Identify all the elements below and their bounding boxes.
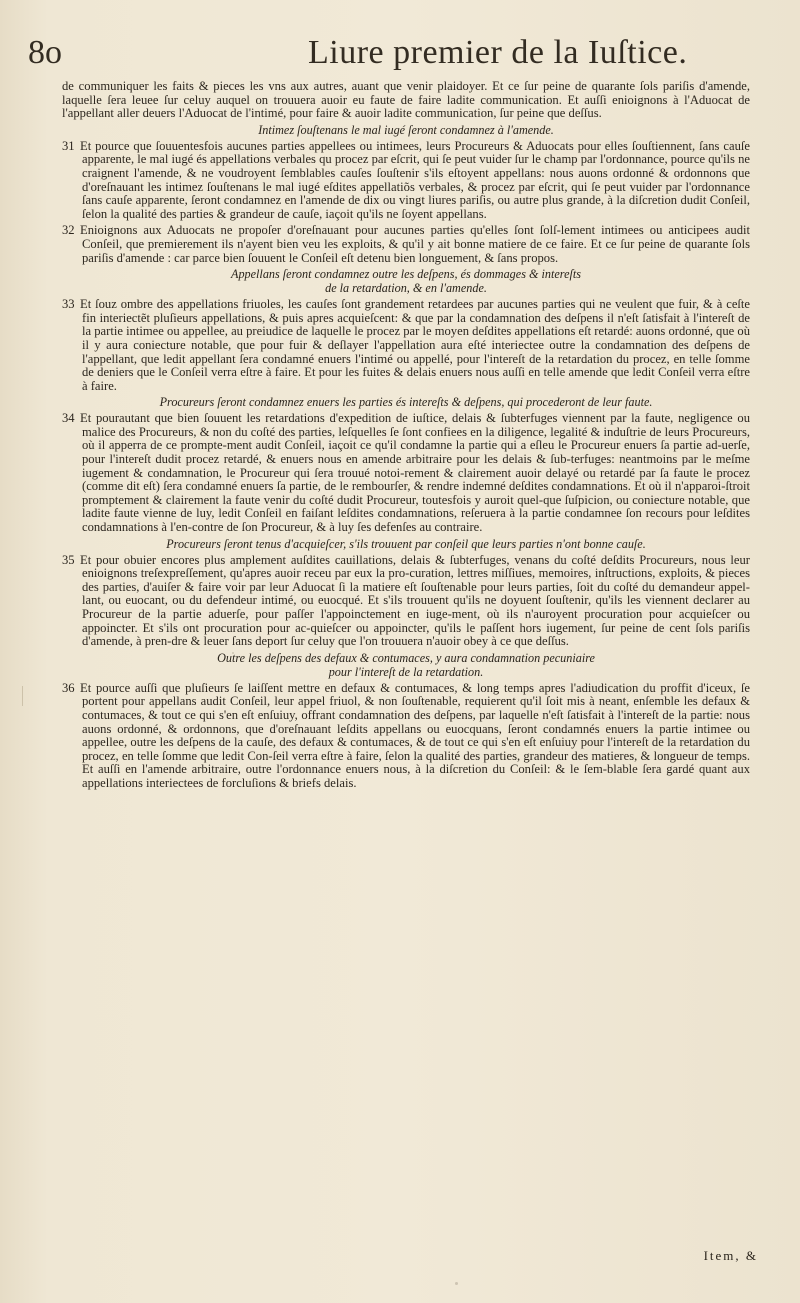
rubric-heading: Procureurs ſeront tenus d'acquieſcer, s'ils trouuent par conſeil que leurs parties n'ont bonne cauſe. (166, 536, 646, 551)
rubric-heading (62, 267, 750, 295)
article-text: Enioignons aux Aduocats ne propoſer d'oreſnauant pour aucunes parties qu'elles ſont ſolſ-lement intimees ou anticipees audit Conſeil, que premierement ils n'ayent bien veu les exploits, & qu'il y ait bonne matiere de ce faire. Et ce ſur peine de quarante ſols pariſis d'amende : car parce bien ſouuent le Conſeil eſt detenu bien longuement, & ſans propos. (80, 223, 750, 265)
rubric-heading: Intimez ſouſtenans le mal iugé ſeront condamnez à l'amende. (258, 122, 554, 137)
article-text: Et pour obuier encores plus amplement auſdites cauillations, delais & ſubterfuges, venans du coſté deſdits Procureurs, nous leur enioignons treſexpreſſement, qu'apres auoir receu par eux la pro-curation, lettres miſſiues, memoires, inſtructions, exploits, & pieces des parties, d'auiſer & faire voir par leur Aduocat ſi la matiere eſt ſouſtenable pour leurs parties, ſoit du coſté du demandeur appel-lant, ou euocant, ou du defendeur intimé, ou euocqué. Et s'ils trouuent qu'ils ne doyuent ſouſtenir, qu'ils les viennent declarer au Procureur de la partie aduerſe, pour paſſer l'appoinctement en iuge-ment, où ils n'auroyent procuration pour acquieſcer ou appoincter. Et s'ils ont procuration pour ac-quieſcer ou appoincter, qu'ils le paſſent hors iugement, ſur peine de cent ſols pariſis d'amende, à pren-dre & leuer ſans deport ſur celuy que l'on trouuera n'auoir obey à ce que deſſus. (80, 552, 750, 649)
body-text (62, 80, 750, 791)
page-header (28, 30, 760, 78)
rubric-line: Appellans ſeront condamnez outre les deſpens, és dommages & intereſts (231, 267, 581, 282)
page-number: 8o (28, 34, 62, 71)
article-number: 31 (62, 138, 75, 153)
article-36 (62, 682, 750, 791)
article-text: Et ſouz ombre des appellations friuoles, les cauſes ſont grandement retardees par aucunes parties qui ne veulent que fuir, & à ceſte fin interiectẽt pluſieurs appellations, & puis apres acquieſcent: & que par la condamnation des deſpens il n'eſt ſatisfait à l'intereſt de la partie intimee ou appellee, au preiudice de laquelle le procez par le moyen deſdites appellations eſt retardé: auons ordonné, que où il y aura coniecture notable, que pour fuir & deſlayer l'appellation aura eſté interiectee outre la condamnation des deſpens de l'appellant, que ledit appellant ſera condamné enuers l'intimé ou appellé, pour l'intereſt de la retardation du procez, en telle ſomme de deniers que le Conſeil verra eſtre à faire. Et pour les fuites & delais enuers nous auſſi en telle amende que ledit Conſeil verra eſtre à faire. (80, 297, 750, 393)
ink-speck (455, 1282, 458, 1285)
article-34 (62, 412, 750, 534)
catchword: Item, & (703, 1248, 758, 1263)
rubric-line: Outre les deſpens des defaux & contumaces, y aura condamnation pecuniaire (217, 650, 595, 665)
article-text: Et pource auſſi que pluſieurs ſe laiſſent mettre en defaux & contumaces, & long temps apres l'adiudication du proffit d'iceux, ſe portent pour appellans audit Conſeil, leur appel friuol, & non ſouſtenable, requierent qu'il ſoit mis à neant, enſemble les defaux & contumaces, & tout ce qui s'en eſt enſuiuy, offrant condamnation des deſpens, par laquelle n'eſt ſatisfait à l'intereſt de la partie: nous auons ordonné, & ordonnons, que d'oreſnauant leſdits appellans ou euocquans, ſeront condamnés enuers la partie intimee ou appellee, outre les deſpens de la cauſe, des defaux & contumaces, & de tout ce qui s'en eſt enſuiuy pour l'intereſt de la retardation du procez, en telle ſomme que ledit Con-ſeil verra eſtre à faire, ſelon la qualité des parties, grandeur des matieres, & longueur de temps. Et auſſi en l'amende arbitraire, outre l'ordonnance enuers nous, à la diſcretion du Conſeil: & le ſem-blable ſera gardé quant aux appellations interiectees de forcluſions & briefs delais. (80, 680, 750, 790)
article-35 (62, 554, 750, 649)
article-text: Et pourautant que bien ſouuent les retardations d'expedition de iuſtice, delais & ſubterfuges viennent par la faute, negligence ou malice des Procureurs, & non du coſté des parties, leſquelles ſe ſont confiees en la diligence, legalité & induſtrie de leurs Procureurs, où il apperra de ce prompte-ment audit Conſeil, iaçoit ce qu'il condamne la partie qui a eſleu le Procureur enuers ſa partie ad-uerſe, pour l'intereſt dudit procez retardé, & enuers nous en amende arbitraire pour les delais & ſub-terfuges: neantmoins par le meſme iugement & condamnation, le Procureur qui ſera trouué notoi-rement & clairement auoir delayé ou retardé par ſa faute le procez (comme dit eſt) ſera condamné enuers ſa partie, de le rembourſer, & rendre indemné deſdites condamnations. Et où il n'apparoi-ſtroit promptement & clairement la faute venir du coſté dudit Procureur, toutesfois y auroit quel-que ſuſpicion, ou coniecture notable, que ladite faute vienne de luy, ledit Conſeil en faiſant leſdites condamnations, reſeruera à la partie condamnee ſon recours pour leſdites condamnations à l'en-contre de ſon Procureur, & à luy ſes defenſes au contraire. (80, 411, 750, 535)
article-number: 33 (62, 297, 75, 312)
article-number: 32 (62, 223, 75, 238)
rubric-line: pour l'intereſt de la retardation. (328, 664, 484, 679)
article-number: 35 (62, 552, 75, 567)
article-number: 36 (62, 680, 75, 695)
paragraph-continued: de communiquer les faits & pieces les vns aux autres, auant que venir plaidoyer. Et ce ſur peine de quarante ſols pariſis d'amende, laquelle ſera leuee ſur celuy auquel on trouuera auoir eu faute de faire ladite communication. Et auſſi enioignons à l'Aduocat de l'appellant aller deuers l'Aduocat de l'intimé, pour faire & auoir ladite communication, ſur peine que deſſus. (62, 79, 750, 121)
article-32 (62, 224, 750, 265)
article-number: 34 (62, 411, 75, 426)
article-text: Et pource que ſouuentesfois aucunes parties appellees ou intimees, leurs Procureurs & Aduocats pour elles ſouſtiennent, ſans cauſe apparente, le mal iugé és appellations verbales qu procez par eſcrit, qui ſe peut vuider ſur le champ par l'ordonnance, pource qu'ils ne craignent l'amende, & ne voudroyent ſemblables cauſes ſouſtenir s'ils eſtoyent appellans: nous auons ordonné & ordonnons que d'oreſnauant les intimez ſouſtenans le mal iugé eſdites appellatiõs verbales, & procez par eſcrit, qui ſe peut vuider par l'ordonnance ſans cauſe apparente, ſeront condamnez en l'amende de dix ou vingt liures pariſis, ou autre plus grande, à la diſcretion dudit Conſeil, ſelon la qualité des parties & grandeur de cauſe, iaçoit qu'ils ne ſoyent appellans. (80, 138, 750, 221)
running-title: Liure premier de la Iuſtice. (308, 34, 688, 71)
rubric-heading (62, 651, 750, 679)
article-31 (62, 140, 750, 222)
article-33 (62, 298, 750, 393)
margin-mark (22, 686, 37, 706)
rubric-heading: Procureurs ſeront condamnez enuers les parties és intereſts & deſpens, qui procederont de leur faute. (159, 395, 653, 410)
rubric-line: de la retardation, & en l'amende. (325, 281, 487, 296)
